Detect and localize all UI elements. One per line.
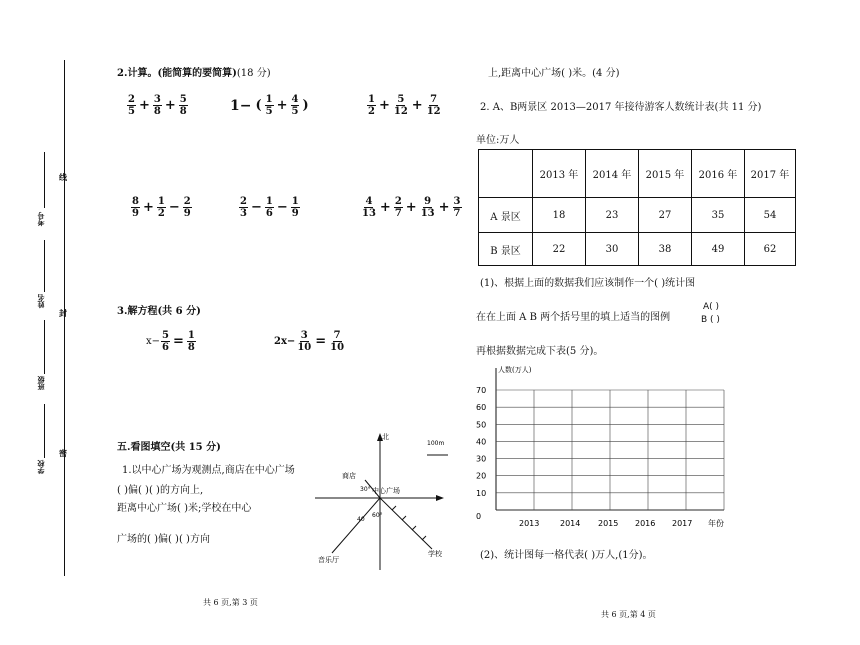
fraction: $\frac{4}{13}$ xyxy=(362,196,376,219)
fraction: $\frac{2}{5}$ xyxy=(128,94,135,117)
equation-1-equals: = xyxy=(173,334,184,349)
calc-expression xyxy=(126,94,189,117)
calc-expression xyxy=(366,94,443,117)
fraction: $\frac{1}{2}$ xyxy=(157,196,165,219)
right-q2-title: 2. A、B两景区 2013—2017 年接待游客人数统计表(共 11 分) xyxy=(480,102,762,113)
map-north-label: 北 xyxy=(382,433,389,441)
legend-b-blank: B ( ) xyxy=(701,315,720,325)
map-school-tick xyxy=(392,506,396,510)
fraction: $\frac{5}{12}$ xyxy=(393,94,408,117)
operator: ) xyxy=(302,98,309,113)
fraction: $\frac{8}{9}$ xyxy=(132,196,139,219)
operator: − xyxy=(168,200,180,215)
margin-field-name: 姓名 xyxy=(36,294,45,308)
map-school-tick xyxy=(402,516,406,520)
map-angle-b: 40 xyxy=(357,516,365,523)
table-cell: 38 xyxy=(639,233,692,266)
chart-y-axis-label: 人数(万人) xyxy=(498,366,532,374)
fraction: $\frac{3}{8}$ xyxy=(153,94,161,117)
margin-field-class-line xyxy=(44,320,45,374)
margin-seal-line: 线 xyxy=(59,172,67,182)
map-school-tick xyxy=(412,526,416,530)
table-cell: A 景区 xyxy=(479,198,533,233)
map-angle-a: 30° xyxy=(360,486,371,493)
chart-y-tick-label: 40 xyxy=(476,437,487,447)
margin-seal-secret: 密 xyxy=(59,448,67,458)
footer-right: 共 6 页,第 4 页 xyxy=(601,610,656,619)
sub-question-2: (2)、统计图每一格代表( )万人,(1分)。 xyxy=(480,550,653,561)
q5-title: 五.看图填空(共 15 分) xyxy=(117,442,221,453)
chart-x-tick-label: 2016 xyxy=(635,519,656,528)
chart-y-tick-label: 20 xyxy=(476,471,487,481)
q2-title: 2.计算。(能简算的要简算) xyxy=(117,68,237,79)
map-east-arrow xyxy=(436,495,444,501)
q5-line-4: 广场的( )偏( )( )方向 xyxy=(117,534,210,545)
margin-field-exam-number-line xyxy=(44,152,45,208)
table-cell: B 景区 xyxy=(479,233,533,266)
map-line-music-hall xyxy=(332,498,380,553)
map-line-school xyxy=(380,498,432,549)
fraction: $\frac{5}{8}$ xyxy=(179,94,187,117)
chart-x-tick-label: 2013 xyxy=(519,519,540,528)
chart-x-axis-label: 年份 xyxy=(708,519,724,528)
equation-2 xyxy=(274,330,346,353)
operator: − xyxy=(250,200,262,215)
right-unit: 单位:万人 xyxy=(476,135,520,146)
operator: + xyxy=(164,98,176,113)
operator: + xyxy=(142,200,154,215)
fraction: $\frac{4}{5}$ xyxy=(291,94,299,117)
calc-expression xyxy=(238,196,301,219)
stats-table xyxy=(478,149,796,266)
table-row xyxy=(479,233,796,266)
q2-points: (18 分) xyxy=(236,68,271,79)
table-cell: 49 xyxy=(692,233,745,266)
calc-expression xyxy=(228,94,311,117)
equation-1-prefix: x− xyxy=(146,336,161,347)
fraction: $\frac{9}{13}$ xyxy=(420,196,435,219)
equation-1-fraction-a: $\frac{5}{6}$ xyxy=(162,330,169,353)
calc-prefix: 1− xyxy=(230,97,252,114)
table-header-cell: 2013 年 xyxy=(533,150,586,198)
equation-2-fraction-a: $\frac{3}{10}$ xyxy=(297,330,312,353)
operator: − xyxy=(276,200,288,215)
table-cell: 22 xyxy=(533,233,586,266)
table-cell: 35 xyxy=(692,198,745,233)
fraction: $\frac{1}{9}$ xyxy=(291,196,299,219)
operator: + xyxy=(138,98,150,113)
sub-question-1: (1)、根据上面的数据我们应该制作一个( )统计图 xyxy=(480,278,696,289)
fraction: $\frac{1}{5}$ xyxy=(265,94,273,117)
fraction: $\frac{7}{12}$ xyxy=(426,94,441,117)
right-top-line: 上,距离中心广场( )米。(4 分) xyxy=(488,68,620,79)
chart-y-tick-label: 50 xyxy=(476,420,487,430)
table-header-cell: 2016 年 xyxy=(692,150,745,198)
chart-y-tick-label: 70 xyxy=(476,386,487,395)
equation-1 xyxy=(146,330,197,353)
q5-line-1: 1.以中心广场为观测点,商店在中心广场 xyxy=(122,465,295,476)
equation-2-equals: = xyxy=(315,334,327,349)
chart-x-tick-label: 2014 xyxy=(560,519,581,528)
chart-y-tick-label: 60 xyxy=(476,403,487,413)
fraction: $\frac{2}{9}$ xyxy=(183,196,191,219)
direction-map xyxy=(310,425,460,570)
q5-line-3: 距离中心广场( )米;学校在中心 xyxy=(117,503,252,514)
calc-expression xyxy=(130,196,193,219)
table-cell: 62 xyxy=(745,233,796,266)
fraction: $\frac{1}{2}$ xyxy=(368,94,375,117)
table-header-cell: 2017 年 xyxy=(745,150,796,198)
operator: ( xyxy=(255,98,262,113)
chart-y-tick-label: 0 xyxy=(476,512,482,521)
chart-y-tick-label: 30 xyxy=(476,454,487,464)
operator: + xyxy=(378,98,390,113)
q3-title: 3.解方程(共 6 分) xyxy=(117,306,201,317)
map-angle-c: 60° xyxy=(372,512,383,519)
equation-1-fraction-b: $\frac{1}{8}$ xyxy=(187,330,195,353)
fraction: $\frac{2}{3}$ xyxy=(240,196,247,219)
table-cell: 30 xyxy=(586,233,639,266)
margin-seal-seal: 封 xyxy=(59,308,67,318)
map-music-hall-label: 音乐厅 xyxy=(318,556,339,564)
table-cell: 54 xyxy=(745,198,796,233)
table-cell: 27 xyxy=(639,198,692,233)
map-scale-label: 100m xyxy=(427,440,445,447)
margin-field-name-line xyxy=(44,240,45,292)
legend-a-blank: A( ) xyxy=(703,302,720,312)
fraction: $\frac{1}{6}$ xyxy=(265,196,273,219)
table-header-cell: 2014 年 xyxy=(586,150,639,198)
chart-x-tick-label: 2015 xyxy=(598,519,619,528)
sub-question-1c: 再根据数据完成下表(5 分)。 xyxy=(476,346,604,357)
map-school-label: 学校 xyxy=(428,550,442,558)
q2-title-row xyxy=(117,64,271,79)
fraction: $\frac{3}{7}$ xyxy=(453,196,461,219)
operator: + xyxy=(411,98,423,113)
calc-expression xyxy=(360,196,463,219)
chart-y-tick-label: 10 xyxy=(476,488,487,498)
equation-2-fraction-b: $\frac{7}{10}$ xyxy=(330,330,345,353)
map-school-tick xyxy=(422,536,426,540)
margin-field-class: 班级 xyxy=(36,376,45,390)
operator: + xyxy=(276,98,288,113)
margin-field-school: 学校 xyxy=(36,460,45,474)
margin-field-school-line xyxy=(44,404,45,458)
table-cell: 18 xyxy=(533,198,586,233)
fraction: $\frac{2}{7}$ xyxy=(394,196,402,219)
map-center-label: 中心广场 xyxy=(372,487,400,495)
table-header-cell xyxy=(479,150,533,198)
equation-2-prefix: 2x− xyxy=(274,336,296,347)
footer-left: 共 6 页,第 3 页 xyxy=(203,598,258,607)
sub-question-1b: 在在上面 A B 两个括号里的填上适当的图例 xyxy=(476,312,671,323)
table-row xyxy=(479,198,796,233)
chart-x-tick-label: 2017 xyxy=(672,519,693,528)
map-shop-label: 商店 xyxy=(342,472,356,480)
margin-field-exam-number: 考号 xyxy=(36,212,45,226)
operator: + xyxy=(438,200,450,215)
table-cell: 23 xyxy=(586,198,639,233)
operator: + xyxy=(405,200,417,215)
line-chart xyxy=(466,360,736,535)
operator: + xyxy=(379,200,391,215)
table-header-cell: 2015 年 xyxy=(639,150,692,198)
q5-line-2: ( )偏( )( )的方向上, xyxy=(117,485,204,496)
